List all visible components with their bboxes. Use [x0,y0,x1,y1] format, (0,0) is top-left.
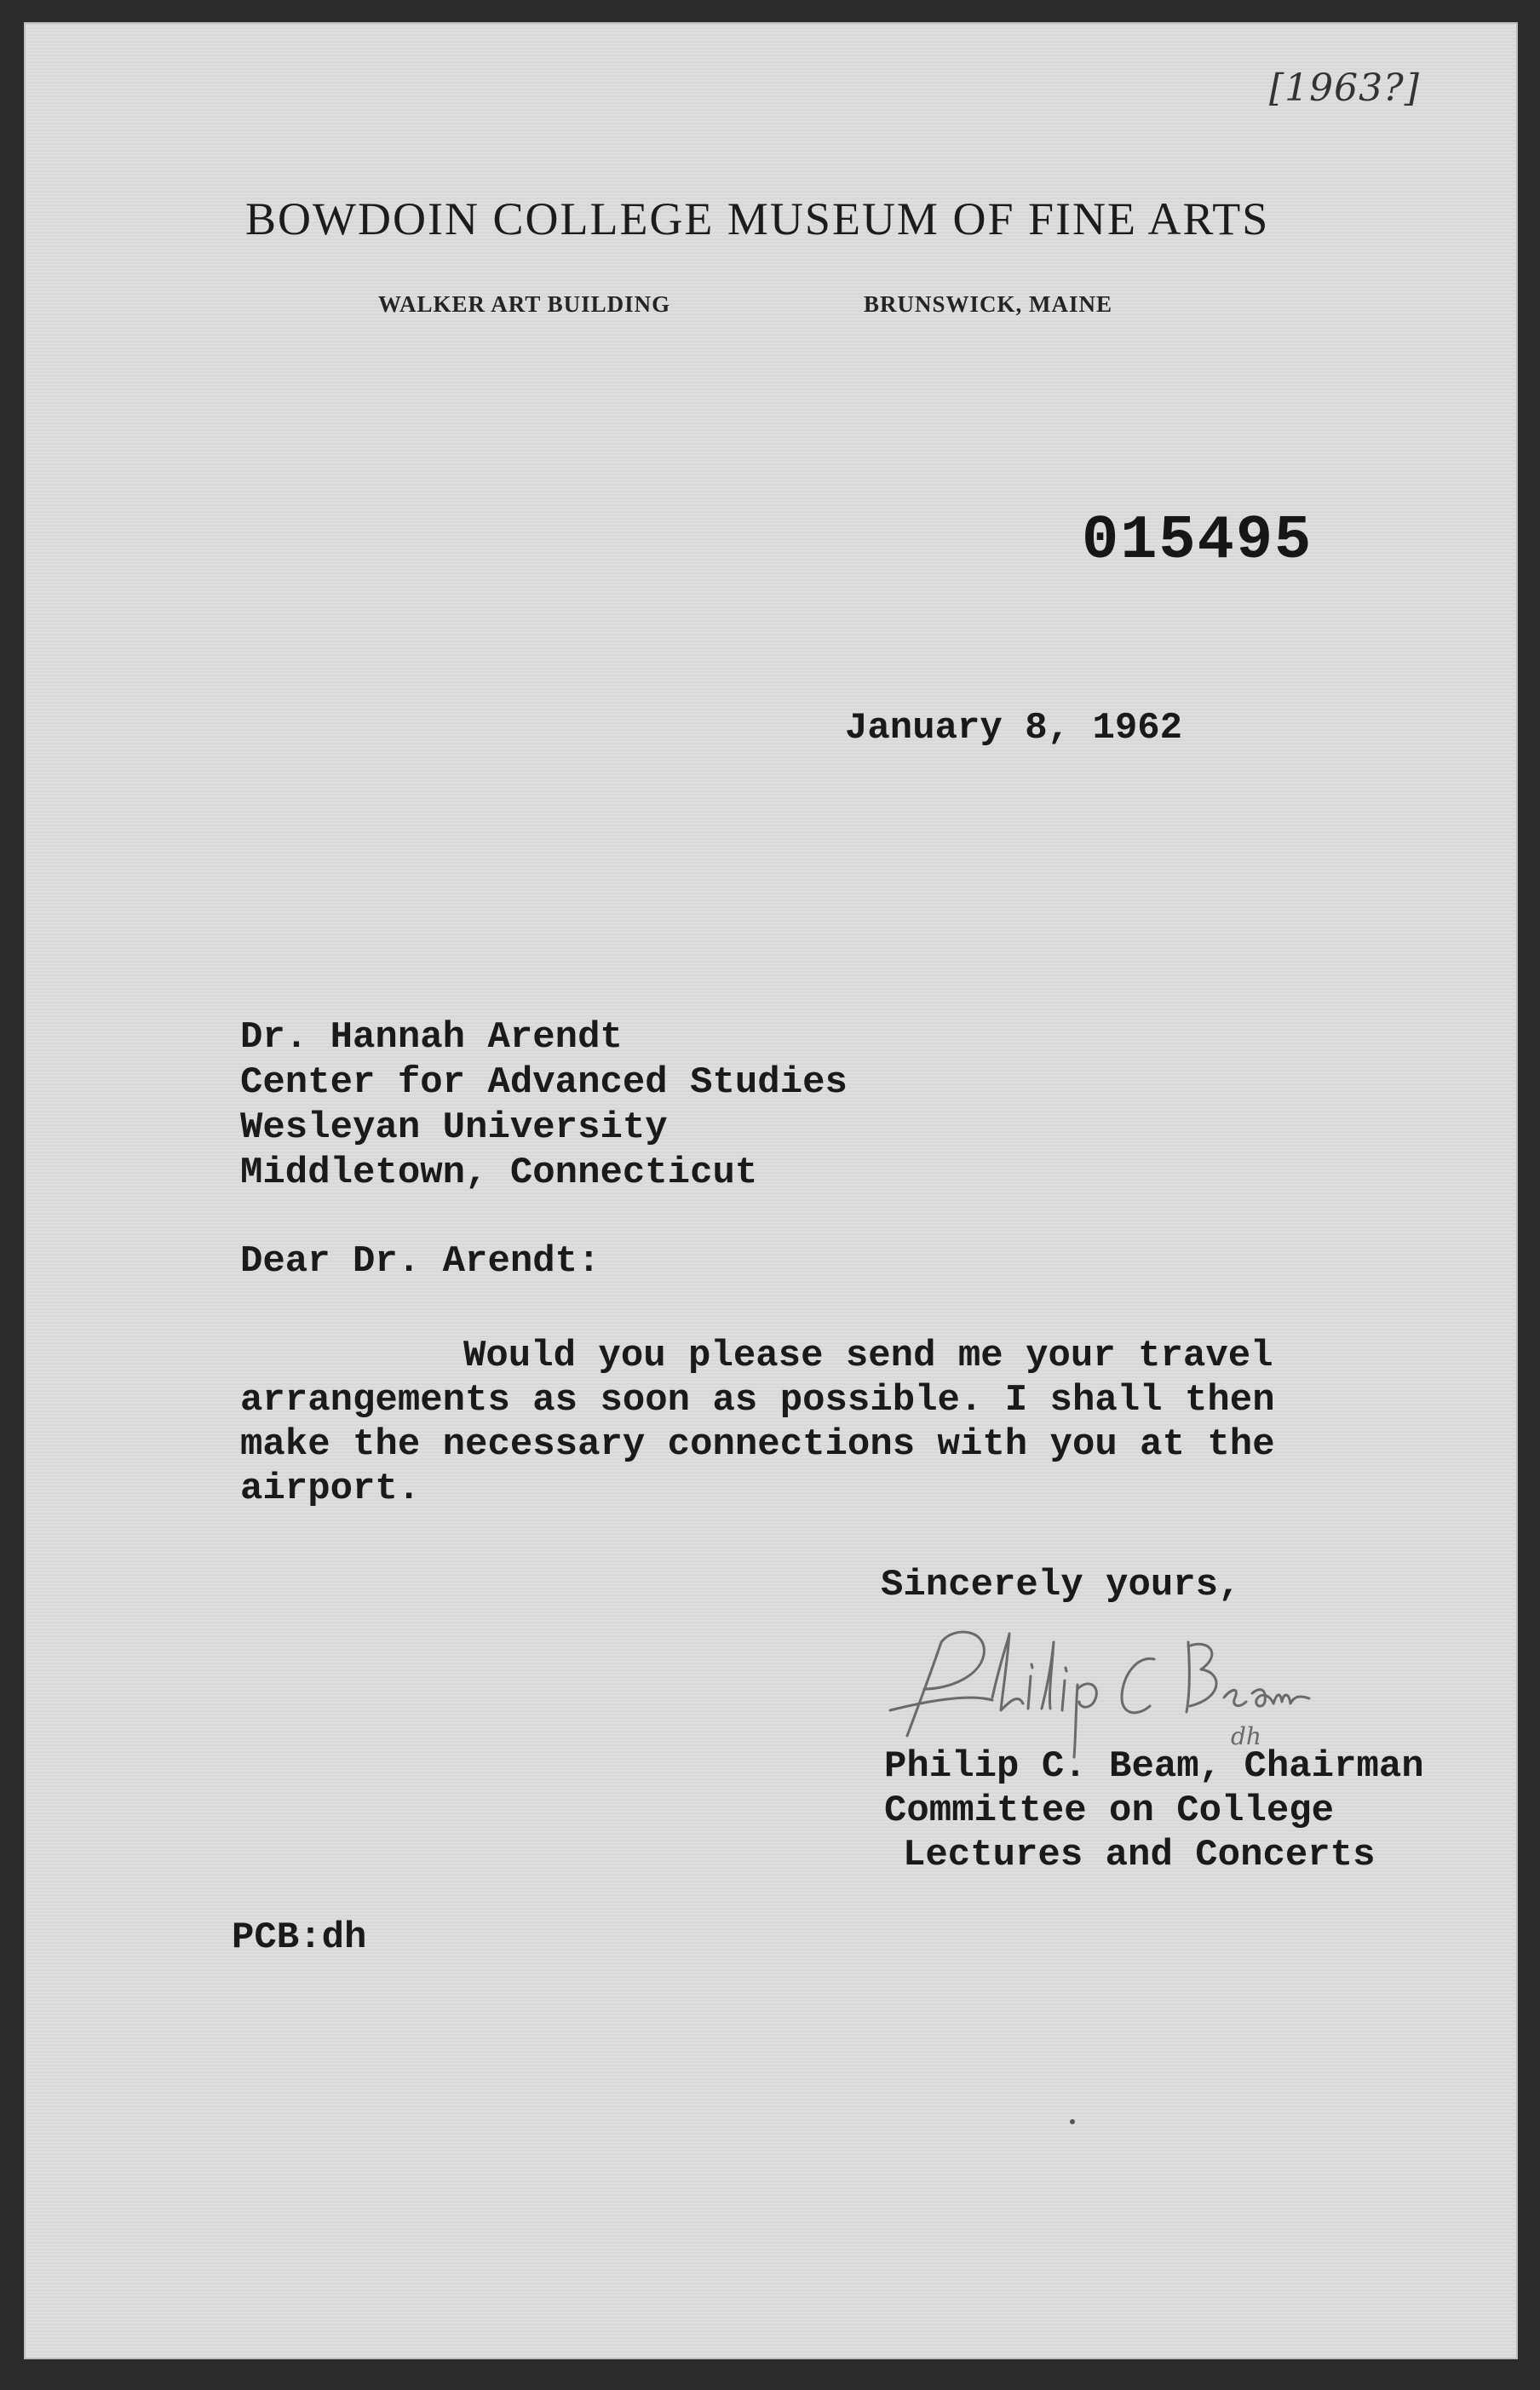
recipient-address [240,1015,848,1196]
document-number: 015495 [1082,506,1313,576]
salutation: Dear Dr. Arendt: [240,1240,600,1283]
recipient-line: Dr. Hannah Arendt [240,1016,623,1059]
body-line: airport. [240,1468,421,1510]
archive-date-note: [1963?] [1269,66,1420,110]
recipient-line: Wesleyan University [240,1106,668,1149]
signer-block [884,1744,1424,1877]
recipient-line: Center for Advanced Studies [240,1061,848,1104]
letterhead-title: BOWDOIN COLLEGE MUSEUM OF FINE ARTS [245,193,1270,244]
reference-initials: PCB:dh [232,1916,367,1959]
letter-body [240,1334,1275,1511]
signer-line: Philip C. Beam, Chairman [884,1745,1424,1788]
body-line: make the necessary connections with you at the [240,1423,1275,1466]
signer-line: Lectures and Concerts [903,1834,1376,1876]
recipient-line: Middletown, Connecticut [240,1152,758,1194]
signature-initials: dh [1231,1722,1261,1750]
letter-date: January 8, 1962 [845,707,1183,750]
letter-page [26,24,1516,2358]
handwritten-signature [873,1608,1316,1761]
body-line: arrangements as soon as possible. I shall then [240,1379,1275,1422]
body-line: Would you please send me your travel [463,1335,1273,1377]
signer-line: Committee on College [884,1790,1335,1832]
letterhead-location: BRUNSWICK, MAINE [864,291,1113,317]
closing: Sincerely yours, [881,1564,1241,1606]
paper-mark [1070,2119,1075,2124]
letterhead-building: WALKER ART BUILDING [378,291,671,317]
